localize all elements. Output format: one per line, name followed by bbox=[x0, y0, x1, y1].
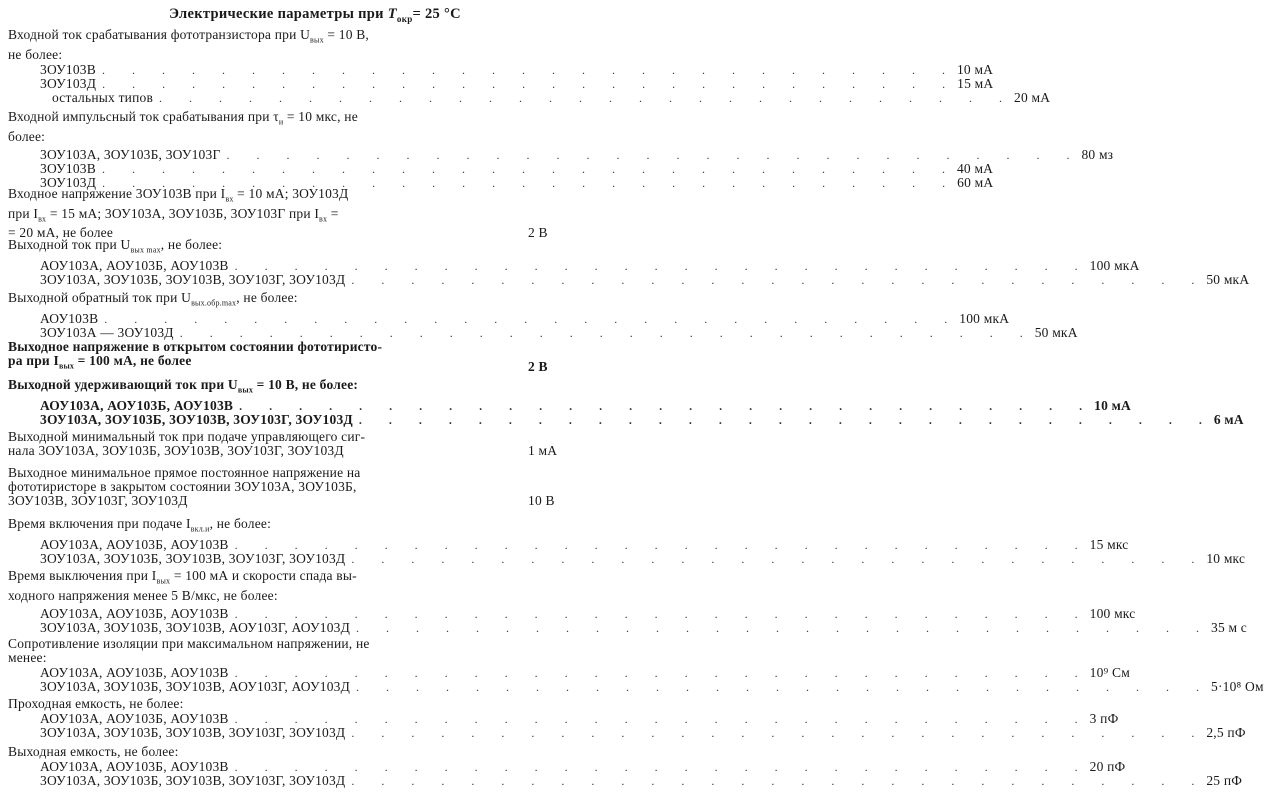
heading-line: Входной импульсный ток срабатывания при $\tau_и = 10$ мкс, не bbox=[8, 109, 358, 127]
parameter-value: 20 мА bbox=[1014, 89, 1051, 105]
parameter-value: 10⁹ См bbox=[1089, 665, 1130, 680]
device-types: АОУ103А, АОУ103Б, АОУ103В bbox=[40, 759, 229, 774]
device-types: 3ОУ103Д bbox=[40, 75, 97, 91]
parameter-section bbox=[8, 744, 1243, 788]
title-subscript: окр bbox=[396, 13, 413, 24]
parameter-heading bbox=[8, 697, 592, 711]
parameter-row bbox=[8, 310, 1010, 326]
title-prefix: Электрические параметры при bbox=[169, 6, 384, 22]
parameter-row bbox=[8, 75, 994, 91]
device-types: 3ОУ103А, 3ОУ103Б, 3ОУ103В, 3ОУ103Г, 3ОУ103Д bbox=[40, 773, 346, 788]
parameter-row bbox=[8, 773, 1243, 788]
leader-dots: . . . . . . . . . . . . . . . . . . . . . . . . . . . . . bbox=[351, 551, 1207, 566]
device-types: 3ОУ103В bbox=[40, 160, 96, 176]
parameter-row bbox=[8, 665, 1130, 680]
parameter-row bbox=[8, 397, 1131, 413]
parameter-value: 100 мкс bbox=[1089, 605, 1136, 621]
parameter-row bbox=[8, 89, 1051, 105]
heading-line: 3ОУ103В, 3ОУ103Г, 3ОУ103Д bbox=[8, 493, 188, 508]
heading-line: Выходное напряжение в открытом состоянии фототиристо- bbox=[8, 339, 383, 354]
heading-line: менее: bbox=[8, 650, 47, 665]
parameter-row bbox=[8, 725, 1246, 740]
heading-line: Время выключения при $I_{вых} = 100$ мА и скорости спада вы- bbox=[8, 568, 357, 586]
device-types: 3ОУ103А, 3ОУ103Б, 3ОУ103В, АОУ103Г, АОУ103Д bbox=[40, 679, 350, 694]
device-types: АОУ103А, АОУ103Б, АОУ103В bbox=[40, 257, 229, 273]
parameter-heading bbox=[8, 291, 592, 311]
parameter-heading bbox=[8, 569, 592, 603]
leader-dots: . . . . . . . . . . . . . . . . . . . . . . . . . . . . . bbox=[102, 76, 958, 91]
parameter-value: 15 мА bbox=[957, 75, 994, 91]
parameter-row bbox=[8, 257, 1140, 273]
parameter-value: 10 В bbox=[528, 493, 555, 508]
parameter-value: 2 В bbox=[528, 358, 548, 374]
leader-dots: . . . . . . . . . . . . . . . . . . . . . . . . . . . . . bbox=[351, 774, 1207, 788]
leader-dots: . . . . . . . . . . . . . . . . . . . . . . . . . . . . . bbox=[102, 175, 958, 190]
parameter-row bbox=[8, 146, 1114, 162]
parameter-row bbox=[8, 759, 1126, 774]
parameter-value: 50 мкА bbox=[1034, 324, 1078, 340]
leader-dots: . . . . . . . . . . . . . . . . . . . . . . . . . . . . . bbox=[234, 606, 1090, 621]
leader-dots: . . . . . . . . . . . . . . . . . . . . . . . . . . . . . bbox=[226, 147, 1082, 162]
leader-dots: . . . . . . . . . . . . . . . . . . . . . . . . . . . . . bbox=[356, 680, 1211, 694]
parameter-section bbox=[8, 290, 1078, 340]
leader-dots: . . . . . . . . . . . . . . . . . . . . . . . . . . . . . bbox=[234, 258, 1090, 273]
parameter-heading bbox=[8, 517, 592, 537]
device-types: 3ОУ103А, 3ОУ103Б, 3ОУ103В, 3ОУ103Г, 3ОУ103Д bbox=[40, 550, 346, 566]
heading-line: Проходная емкость, не более: bbox=[8, 696, 184, 711]
parameter-row bbox=[8, 711, 1119, 726]
device-types: АОУ103А, АОУ103Б, АОУ103В bbox=[40, 711, 229, 726]
parameter-value: 100 мкА bbox=[1089, 257, 1140, 273]
heading-line: более: bbox=[8, 128, 46, 144]
device-types: 3ОУ103А, 3ОУ103Б, 3ОУ103В, 3ОУ103Г, 3ОУ103Д bbox=[40, 725, 346, 740]
parameter-value: 60 мА bbox=[957, 174, 994, 190]
leader-dots: . . . . . . . . . . . . . . . . . . . . . . . . . . . . . bbox=[101, 161, 957, 176]
heading-line: нала 3ОУ103А, 3ОУ103Б, 3ОУ103В, 3ОУ103Г, 3ОУ103Д bbox=[8, 443, 344, 458]
parameter-value: 1 мА bbox=[528, 443, 558, 458]
parameter-value: 80 мз bbox=[1081, 146, 1114, 162]
parameter-value: 6 мА bbox=[1213, 411, 1244, 427]
parameter-section bbox=[8, 109, 1114, 190]
device-types: АОУ103А, АОУ103Б, АОУ103В bbox=[40, 605, 229, 621]
device-types: АОУ103А, АОУ103Б, АОУ103В bbox=[40, 536, 229, 552]
parameter-value: 2,5 пФ bbox=[1206, 725, 1246, 740]
parameter-section bbox=[8, 568, 1247, 635]
heading-line: Время включения при подаче $I_{вкл.и}$, не более: bbox=[8, 516, 272, 534]
heading-line: = 20 мА, не более bbox=[8, 225, 114, 241]
heading-line: ходного напряжения менее 5 В/мкс, не более: bbox=[8, 587, 278, 603]
parameter-value: 35 м с bbox=[1211, 619, 1247, 635]
parameter-section bbox=[8, 377, 1244, 427]
device-types: 3ОУ103А, 3ОУ103Б, 3ОУ103Г bbox=[40, 146, 221, 162]
parameter-value: 2 В bbox=[528, 225, 548, 241]
heading-line: ра при $I_{вых} = 100$ мА, не более bbox=[8, 353, 192, 371]
parameter-row bbox=[8, 411, 1244, 427]
device-types: 3ОУ103Д bbox=[40, 174, 97, 190]
parameter-section bbox=[8, 237, 1250, 287]
leader-dots: . . . . . . . . . . . . . . . . . . . . . . . . . . . . . bbox=[358, 412, 1214, 427]
parameter-heading bbox=[8, 110, 592, 144]
parameter-section bbox=[8, 340, 592, 375]
heading-line: фототиристоре в закрытом состоянии 3ОУ103А, 3ОУ103Б, bbox=[8, 479, 357, 494]
heading-line: Сопротивление изоляции при максимальном напряжении, не bbox=[8, 636, 370, 651]
heading-line: Выходная емкость, не более: bbox=[8, 744, 179, 759]
leader-dots: . . . . . . . . . . . . . . . . . . . . . . . . . . . . . bbox=[179, 325, 1035, 340]
device-types: АОУ103А, АОУ103Б, АОУ103В bbox=[40, 397, 234, 413]
parameter-heading bbox=[8, 637, 592, 665]
leader-dots: . . . . . . . . . . . . . . . . . . . . . . . . . . . . . bbox=[159, 90, 1015, 105]
parameter-heading bbox=[8, 187, 592, 240]
device-types: остальных типов bbox=[52, 89, 154, 105]
parameter-section bbox=[8, 636, 1264, 694]
parameter-row bbox=[8, 61, 994, 77]
leader-dots: . . . . . . . . . . . . . . . . . . . . . . . . . . . . . bbox=[101, 62, 957, 77]
parameter-value: 5·10⁸ Ом bbox=[1211, 679, 1264, 694]
device-types: 3ОУ103А, 3ОУ103Б, 3ОУ103В, 3ОУ103Г, 3ОУ103Д bbox=[40, 411, 353, 427]
heading-line: Выходное минимальное прямое постоянное напряжение на bbox=[8, 465, 361, 480]
heading-line: Входное напряжение 3ОУ103В при $I_{вх} = 10$ мА; 3ОУ103Д bbox=[8, 186, 349, 204]
parameter-row bbox=[8, 536, 1129, 552]
leader-dots: . . . . . . . . . . . . . . . . . . . . . . . . . . . . . bbox=[234, 760, 1090, 774]
parameter-heading bbox=[8, 238, 592, 258]
leader-dots: . . . . . . . . . . . . . . . . . . . . . . . . . . . . . bbox=[234, 666, 1090, 680]
parameter-value: 40 мА bbox=[956, 160, 994, 176]
parameter-value: 10 мА bbox=[1094, 397, 1131, 413]
parameter-section bbox=[8, 430, 592, 459]
parameter-row bbox=[8, 679, 1264, 694]
leader-dots: . . . . . . . . . . . . . . . . . . . . . . . . . . . . . bbox=[356, 620, 1211, 635]
parameter-value: 3 пФ bbox=[1089, 711, 1119, 726]
device-types: АОУ103А, АОУ103Б, АОУ103В bbox=[40, 665, 229, 680]
parameter-heading bbox=[8, 378, 592, 398]
title-symbol: T bbox=[387, 6, 397, 22]
parameter-value: 10 мА bbox=[956, 61, 994, 77]
parameter-value: 10 мкс bbox=[1206, 550, 1246, 566]
heading-line: Выходной обратный ток при $U_{вых.обр.max}$, не более: bbox=[8, 290, 298, 308]
leader-dots: . . . . . . . . . . . . . . . . . . . . . . . . . . . . . bbox=[234, 537, 1090, 552]
parameter-section bbox=[8, 516, 1246, 566]
parameter-row bbox=[8, 271, 1250, 287]
parameter-value: 50 мкА bbox=[1206, 271, 1250, 287]
device-types: 3ОУ103А, 3ОУ103Б, 3ОУ103В, 3ОУ103Г, 3ОУ103Д bbox=[40, 271, 346, 287]
parameter-section bbox=[8, 27, 1051, 105]
parameter-value: 15 мкс bbox=[1089, 536, 1129, 552]
parameter-row bbox=[8, 324, 1078, 340]
parameter-row bbox=[8, 550, 1246, 566]
parameter-value: 25 пФ bbox=[1206, 773, 1243, 788]
parameter-row bbox=[8, 160, 994, 176]
leader-dots: . . . . . . . . . . . . . . . . . . . . . . . . . . . . . bbox=[234, 712, 1090, 726]
heading-line: Выходной минимальный ток при подаче управляющего сиг- bbox=[8, 429, 366, 444]
parameter-heading bbox=[8, 28, 592, 62]
heading-line: Выходной ток при $U_{вых max}$, не более: bbox=[8, 237, 223, 255]
leader-dots: . . . . . . . . . . . . . . . . . . . . . . . . . . . . . bbox=[104, 311, 960, 326]
parameter-row bbox=[8, 605, 1136, 621]
device-types: 3ОУ103А, 3ОУ103Б, 3ОУ103В, АОУ103Г, АОУ103Д bbox=[40, 619, 350, 635]
heading-line: не более: bbox=[8, 46, 63, 62]
parameter-section bbox=[8, 696, 1246, 740]
parameter-section bbox=[8, 466, 592, 509]
device-types: 3ОУ103А — 3ОУ103Д bbox=[40, 324, 174, 340]
parameter-section bbox=[8, 187, 592, 241]
title-suffix: = 25 °С bbox=[412, 6, 461, 22]
parameter-heading bbox=[8, 430, 592, 458]
leader-dots: . . . . . . . . . . . . . . . . . . . . . . . . . . . . . bbox=[239, 398, 1095, 413]
device-types: АОУ103В bbox=[40, 310, 99, 326]
device-types: 3ОУ103В bbox=[40, 61, 96, 77]
heading-line: при $I_{вх} = 15$ мА; 3ОУ103А, 3ОУ103Б, 3ОУ103Г при $I_{вх}$ = bbox=[8, 205, 339, 224]
parameter-heading bbox=[8, 340, 592, 374]
leader-dots: . . . . . . . . . . . . . . . . . . . . . . . . . . . . . bbox=[351, 726, 1207, 740]
leader-dots: . . . . . . . . . . . . . . . . . . . . . . . . . . . . . bbox=[351, 272, 1207, 287]
parameter-row bbox=[8, 619, 1247, 635]
parameter-value: 20 пФ bbox=[1089, 759, 1126, 774]
heading-line: Входной ток срабатывания фототранзистора при $U_{вых} = 10$ В, bbox=[8, 27, 369, 45]
parameter-value: 100 мкА bbox=[959, 310, 1010, 326]
heading-line: Выходной удерживающий ток при $U_{вых} = 10$ В, не более: bbox=[8, 377, 359, 395]
parameter-heading bbox=[8, 466, 592, 508]
parameter-heading bbox=[8, 745, 592, 759]
page-title bbox=[0, 6, 600, 24]
